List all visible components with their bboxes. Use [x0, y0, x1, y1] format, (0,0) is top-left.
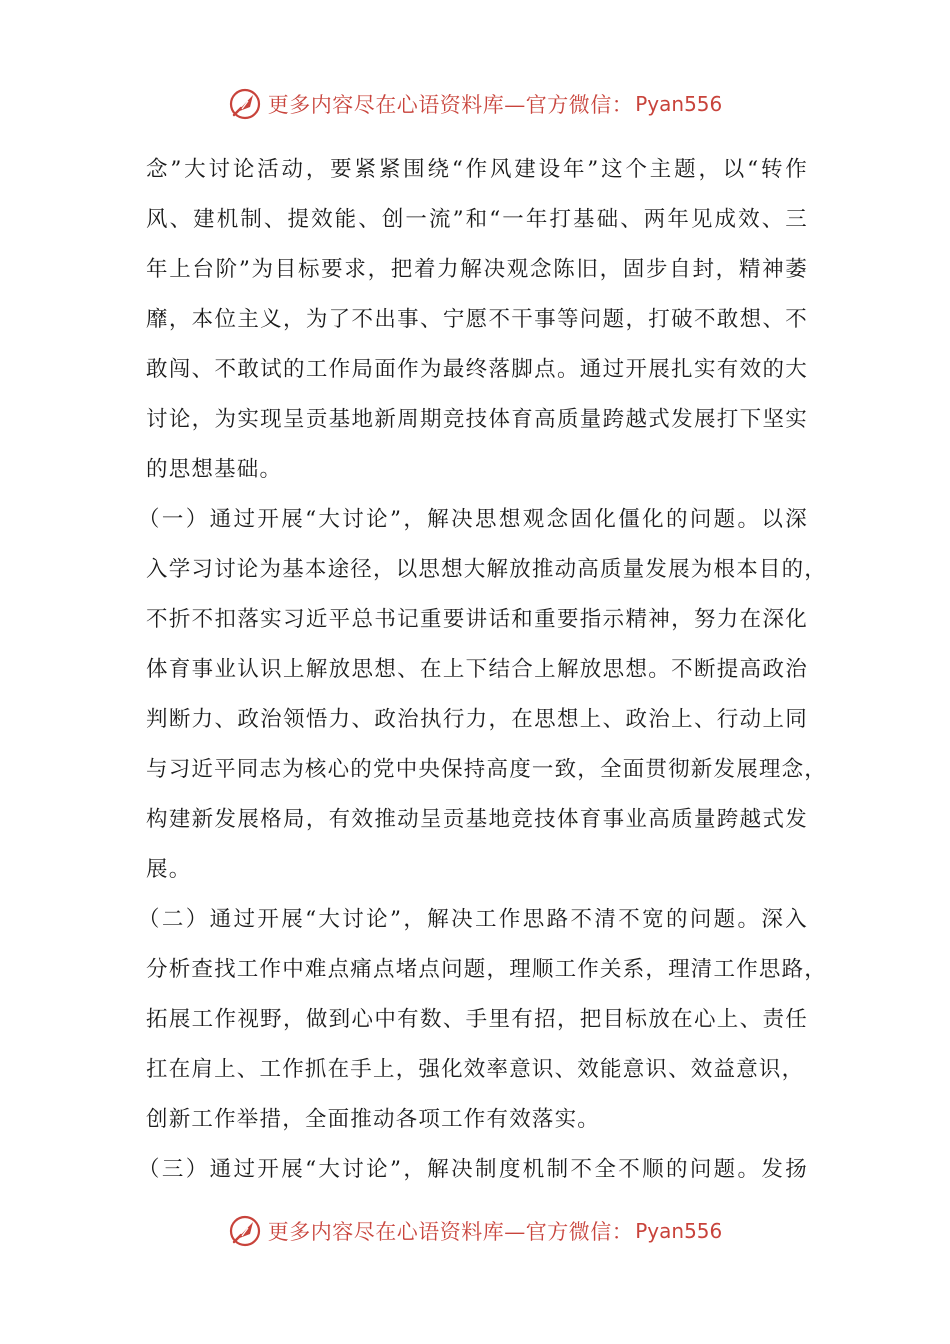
footer-watermark-code: Pyan556	[635, 1219, 723, 1243]
body-line: 创新工作举措，全面推动各项工作有效落实。	[146, 1107, 601, 1132]
body-line: 拓展工作视野，做到心中有数、手里有招，把目标放在心上、责任	[146, 1007, 808, 1032]
body-line: 扛在肩上、工作抓在手上，强化效率意识、效能意识、效益意识，	[146, 1057, 805, 1082]
body-line: 讨论，为实现呈贡基地新周期竞技体育高质量跨越式发展打下坚实	[146, 407, 808, 432]
body-line: 入学习讨论为基本途径，以思想大解放推动高质量发展为根本目的，	[146, 557, 828, 582]
body-line: 不折不扣落实习近平总书记重要讲话和重要指示精神，努力在深化	[146, 607, 808, 632]
document-body	[138, 148, 828, 1198]
header-watermark	[0, 84, 950, 124]
section-heading-line: （三）通过开展“大讨论”，解决制度机制不全不顺的问题。发扬	[138, 1157, 808, 1182]
quill-logo-icon	[228, 87, 262, 121]
body-line: 年上台阶”为目标要求，把着力解决观念陈旧，固步自封，精神萎	[146, 257, 808, 282]
header-watermark-text: 更多内容尽在心语资料库—官方微信：	[267, 93, 634, 117]
section-heading-line: （二）通过开展“大讨论”，解决工作思路不清不宽的问题。深入	[138, 907, 808, 932]
body-line: 判断力、政治领悟力、政治执行力，在思想上、政治上、行动上同	[146, 707, 808, 732]
body-line: 靡，本位主义，为了不出事、宁愿不干事等问题，打破不敢想、不	[146, 307, 808, 332]
footer-watermark	[0, 1211, 950, 1251]
header-watermark-code: Pyan556	[635, 92, 723, 116]
footer-watermark-text: 更多内容尽在心语资料库—官方微信：	[267, 1220, 634, 1244]
body-line: 风、建机制、提效能、创一流”和“一年打基础、两年见成效、三	[146, 207, 808, 232]
quill-logo-icon	[228, 1214, 262, 1248]
section-heading-line: （一）通过开展“大讨论”，解决思想观念固化僵化的问题。以深	[138, 507, 808, 532]
body-line: 展。	[146, 857, 192, 882]
body-line: 敢闯、不敢试的工作局面作为最终落脚点。通过开展扎实有效的大	[146, 357, 808, 382]
body-line: 体育事业认识上解放思想、在上下结合上解放思想。不断提高政治	[146, 657, 808, 682]
body-line: 与习近平同志为核心的党中央保持高度一致，全面贯彻新发展理念，	[146, 757, 828, 782]
body-line: 念”大讨论活动，要紧紧围绕“作风建设年”这个主题，以“转作	[146, 157, 808, 182]
body-line: 分析查找工作中难点痛点堵点问题，理顺工作关系，理清工作思路，	[146, 957, 828, 982]
body-line: 构建新发展格局，有效推动呈贡基地竞技体育事业高质量跨越式发	[146, 807, 808, 832]
body-line: 的思想基础。	[146, 457, 283, 482]
